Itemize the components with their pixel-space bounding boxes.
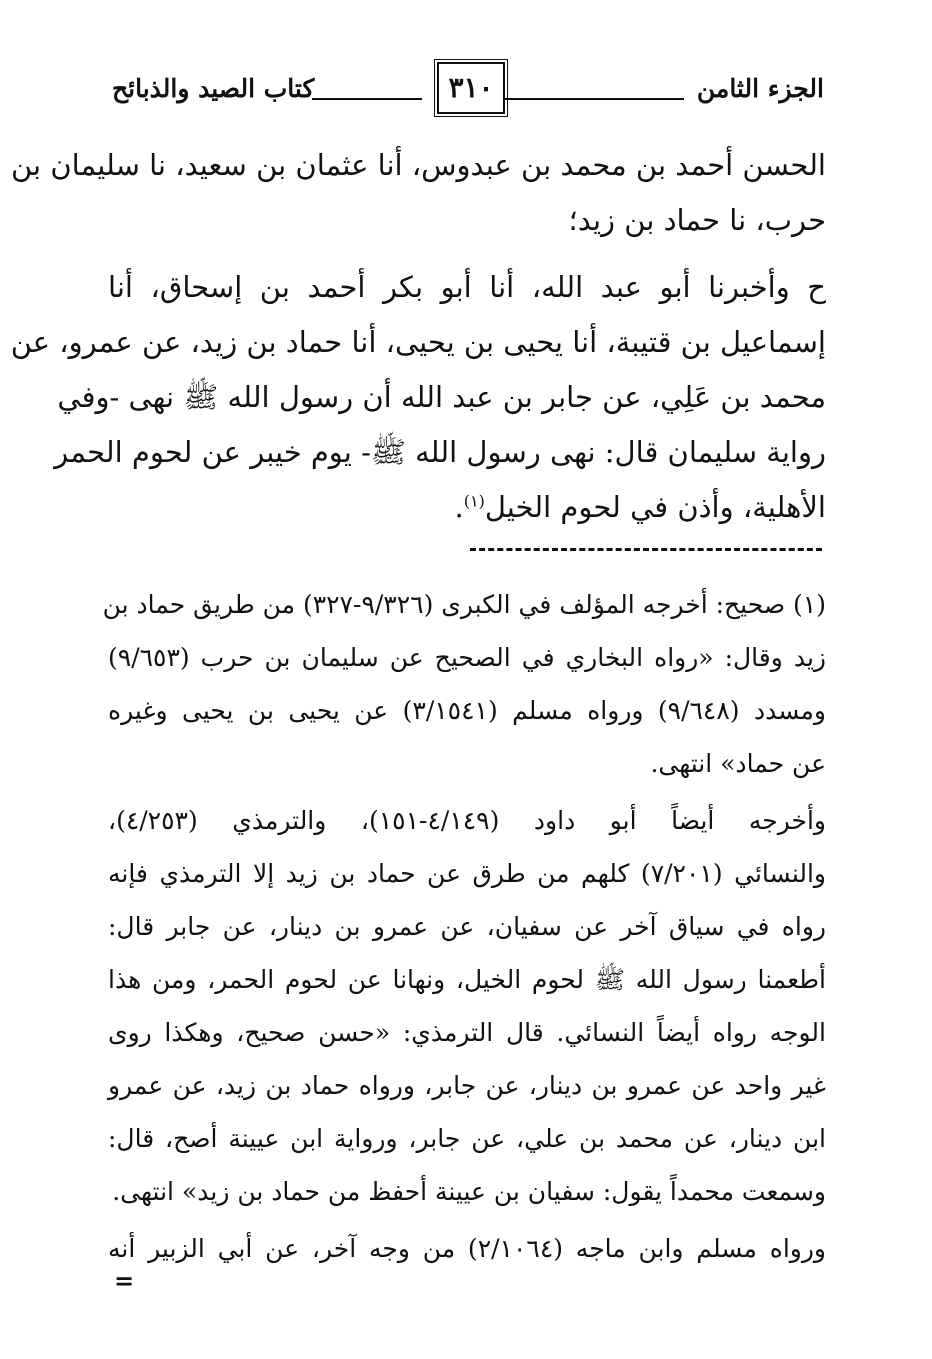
- footnote-line: رواه في سياق آخر عن سفيان، عن عمرو بن دينار، عن جابر قال:: [108, 912, 826, 941]
- footnote-line: أطعمنا رسول الله ﷺ لحوم الخيل، ونهانا عن لحوم الحمر، ومن هذا: [108, 965, 826, 994]
- footnote-reference: (١): [463, 491, 485, 511]
- footnote-line: وسمعت محمداً يقول: سفيان بن عيينة أحفظ من حماد بن زيد» انتهى.: [112, 1177, 826, 1206]
- text-line: الحسن أحمد بن محمد بن عبدوس، أنا عثمان بن سعيد، نا سليمان بن: [10, 148, 826, 182]
- footnote-line: غير واحد عن عمرو بن دينار، عن جابر، ورواه حماد بن زيد، عن عمرو: [108, 1071, 826, 1100]
- chapter-title: كتاب الصيد والذبائح: [112, 74, 315, 103]
- text-line-final: [108, 480, 826, 535]
- text-line: محمد بن عَلِي، عن جابر بن عبد الله أن رسول الله ﷺ نهى -وفي: [57, 380, 826, 414]
- sentence-end: .: [454, 490, 464, 524]
- footnote-line: زيد وقال: «رواه البخاري في الصحيح عن سليمان بن حرب (٩/٦٥٣): [108, 643, 826, 672]
- running-header: [112, 62, 824, 118]
- footnote-line: وأخرجه أيضاً أبو داود (٤/١٤٩-١٥١)، والترمذي (٤/٢٥٣)،: [108, 806, 827, 835]
- footnote-line: ورواه مسلم وابن ماجه (٢/١٠٦٤) من وجه آخر، عن أبي الزبير أنه: [108, 1234, 826, 1263]
- footnotes: [102, 578, 827, 1275]
- text-line: حرب، نا حماد بن زيد؛: [568, 203, 826, 237]
- volume-title: الجزء الثامن: [696, 74, 824, 103]
- footnote-line: عن حماد» انتهى.: [650, 749, 826, 778]
- text-line: الأهلية، وأذن في لحوم الخيل: [484, 490, 826, 524]
- footnote-line: والنسائي (٧/٢٠١) كلهم من طرق عن حماد بن زيد إلا الترمذي فإنه: [108, 859, 826, 888]
- text-line: رواية سليمان قال: نهى رسول الله ﷺ- يوم خيبر عن لحوم الحمر: [54, 435, 826, 469]
- text-line: إسماعيل بن قتيبة، أنا يحيى بن يحيى، أنا حماد بن زيد، عن عمرو، عن: [10, 325, 826, 359]
- page-number-box: [437, 62, 505, 114]
- continuation-mark: =: [114, 1266, 135, 1295]
- footnote-line: (١) صحيح: أخرجه المؤلف في الكبرى (٩/٣٢٦-٣٢٧) من طريق حماد بن: [102, 590, 826, 619]
- text-line: ح وأخبرنا أبو عبد الله، أنا أبو بكر أحمد بن إسحاق، أنا: [108, 270, 826, 304]
- page-number: ٣١٠: [448, 71, 494, 104]
- footnote-line: الوجه رواه أيضاً النسائي. قال الترمذي: «حسن صحيح، وهكذا روى: [108, 1018, 826, 1047]
- main-text: [10, 138, 826, 535]
- footnote-line: ومسدد (٩/٦٤٨) ورواه مسلم (٣/١٥٤١) عن يحيى بن يحيى وغيره: [108, 696, 827, 725]
- footnote-divider: [470, 548, 822, 551]
- header-rule-right: [504, 98, 684, 100]
- header-rule-left: [312, 98, 422, 100]
- footnote-line: ابن دينار، عن محمد بن علي، عن جابر، ورواية ابن عيينة أصح، قال:: [108, 1124, 826, 1153]
